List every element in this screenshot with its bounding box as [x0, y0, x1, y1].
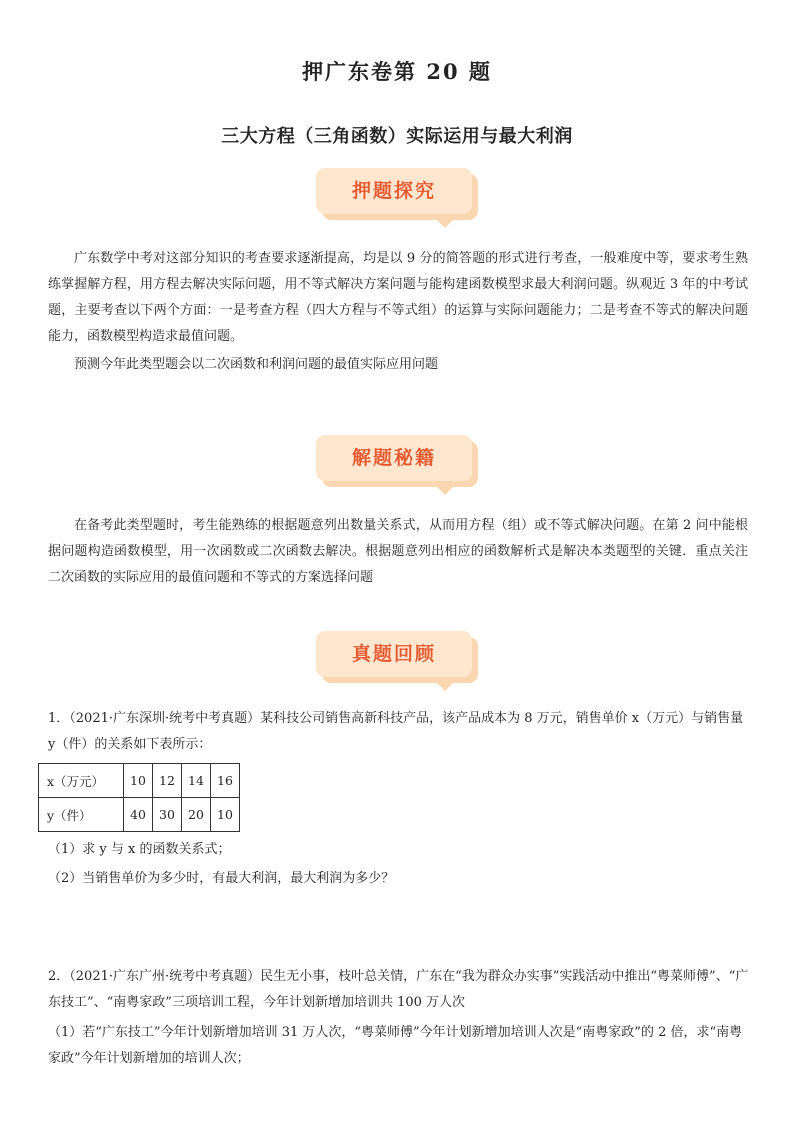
explore-paragraph: 广东数学中考对这部分知识的考查要求逐渐提高，均是以 9 分的简答题的形式进行考查，一般难度中等，要求考生熟练掌握解方程，用方程去解决实际问题，用不等式解决方案问题与能构建函数模型求最大利润问题。纵观近 3 年的中考试题，主要考查以下两个方面：一是考查方程（四大方程与不等式组）的运算与实际问题能力；二是考查不等式的解决问题能力，函数模型构造求最值问题。 — [48, 251, 748, 344]
question-1-table — [38, 763, 240, 832]
table-row — [39, 798, 240, 832]
section-badge-explore — [316, 168, 478, 220]
table-cell: 12 — [153, 764, 182, 798]
question-2-stem: 2．（2021·广东广州·统考中考真题）民生无小事，枝叶总关情，广东在“我为群众办实事”实践活动中推出“粤菜师傅”、“广东技工”、“南粤家政”三项培训工程，今年计划新增加培训共 100 万人次 — [48, 969, 749, 1010]
section-badge-label: 押题探究 — [316, 168, 472, 214]
table-cell: 14 — [182, 764, 211, 798]
table-row — [39, 764, 240, 798]
section-badge-review — [316, 631, 478, 683]
table-cell: 16 — [211, 764, 240, 798]
table-row-label: x（万元） — [39, 764, 124, 798]
page-subtitle: 三大方程（三角函数）实际运用与最大利润 — [221, 126, 573, 147]
table-row-label: y（件） — [39, 798, 124, 832]
table-cell: 10 — [211, 798, 240, 832]
table-cell: 10 — [124, 764, 153, 798]
explore-prediction: 预测今年此类型题会以二次函数和利润问题的最值实际应用问题 — [74, 357, 439, 372]
page-title: 押广东卷第 20 题 — [302, 59, 492, 84]
section-badge-label: 解题秘籍 — [316, 435, 472, 481]
table-cell: 20 — [182, 798, 211, 832]
secrets-paragraph: 在备考此类型题时，考生能熟练的根据题意列出数量关系式，从而用方程（组）或不等式解决问题。在第 2 问中能根据问题构造函数模型，用一次函数或二次函数去解决。根据题意列出相应的函数解析式是解决本类题型的关键．重点关注二次函数的实际应用的最值问题和不等式的方案选择问题 — [48, 518, 748, 585]
question-1-stem: 1．（2021·广东深圳·统考中考真题）某科技公司销售高新科技产品，该产品成本为 8 万元，销售单价 x（万元）与销售量 y（件）的关系如下表所示： — [48, 711, 744, 752]
table-cell: 40 — [124, 798, 153, 832]
section-badge-label: 真题回顾 — [316, 631, 472, 677]
question-1-part-1: （1）求 y 与 x 的函数关系式； — [48, 842, 231, 857]
section-badge-secrets — [316, 435, 478, 487]
question-2-part-1: （1）若“广东技工”今年计划新增加培训 31 万人次，“粤菜师傅”今年计划新增加培训人次是“南粤家政”的 2 倍，求“南粤家政”今年计划新增加的培训人次； — [48, 1025, 743, 1066]
question-1-part-2: （2）当销售单价为多少时，有最大利润，最大利润为多少？ — [48, 871, 395, 886]
table-cell: 30 — [153, 798, 182, 832]
